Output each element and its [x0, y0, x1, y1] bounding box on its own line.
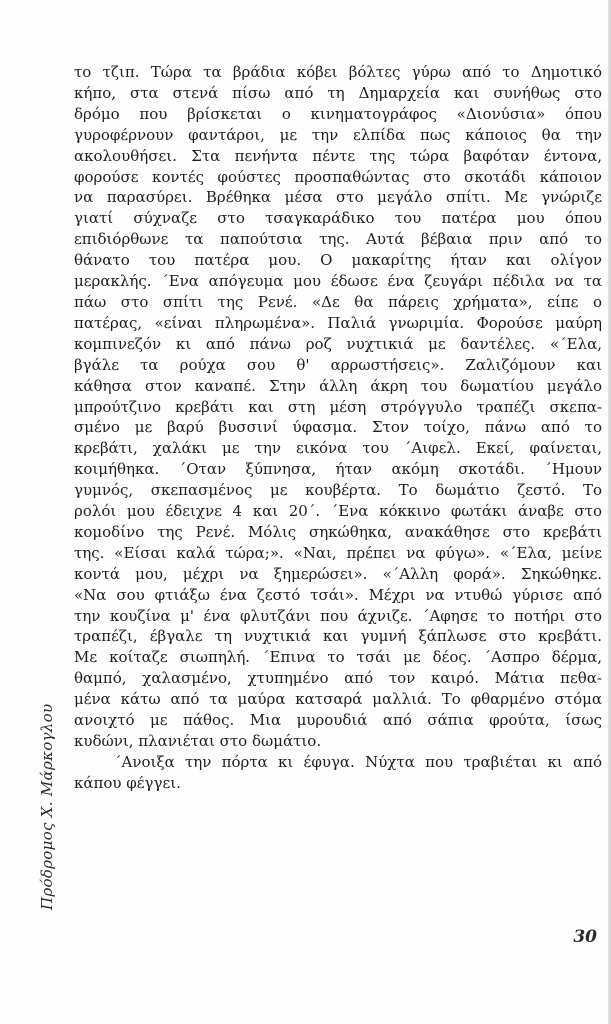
text-line: κάπου φέγγει. — [74, 773, 181, 792]
text-line: δρόμο που βρίσκεται ο κινηματογράφος «Διονύσια» όπου — [74, 104, 602, 123]
text-line: τραπέζι, έβγαλε τη νυχτικιά και γυμνή ξάπλωσε στο κρεβάτι. — [74, 627, 602, 646]
text-line: «Να σου φτιάξω ένα ζεστό τσάι». Μέχρι να ντυθώ γύρισε από — [74, 585, 602, 604]
text-line: φορούσε κοντές φούστες προσπαθώντας στο σκοτάδι κάποιον — [74, 167, 602, 186]
text-line: θαμπό, χαλασμένο, χτυπημένο από τον καιρό. Μάτια πεθα- — [74, 669, 602, 688]
text-line: μπρούτζινο κρεβάτι και στη μέση στρόγγυλο τραπέζι σκεπα- — [74, 397, 602, 416]
text-line: κοιμήθηκα. ΄Οταν ξύπνησα, ήταν ακόμη σκοτάδι. ΄Ημουν — [74, 460, 602, 479]
text-line: γιατί σύχναζε στο τσαγκαράδικο του πατέρα μου όπου — [74, 209, 602, 228]
text-line: ακολουθήσει. Στα πενήντα πέντε της τώρα βαφόταν έντονα, — [74, 146, 602, 165]
text-line: βγάλε τα ρούχα σου θ' αρρωστήσεις». Ζαλιζόμουν και — [74, 355, 602, 374]
text-line: σμένο με βαρύ βυσσινί ύφασμα. Στον τοίχο, πάνω από το — [74, 418, 602, 437]
text-line: κομοδίνο της Ρενέ. Μόλις σηκώθηκα, ανακάθησε στο κρεβάτι — [74, 522, 602, 541]
text-line: κοντά μου, μέχρι να ξημερώσει». «΄Αλλη φορά». Σηκώθηκε. — [74, 564, 602, 583]
text-line: θάνατο του πατέρα μου. Ο μακαρίτης ήταν και ολίγον — [74, 251, 602, 270]
text-line: Με κοίταζε σιωπηλή. ΄Επινα το τσάι με δέος. ΄Ασπρο δέρμα, — [74, 648, 602, 667]
text-line: γυμνός, σκεπασμένος με κουβέρτα. Το δωμάτιο ζεστό. Το — [74, 481, 602, 500]
text-line: μένα κάτω από τα μαύρα κατσαρά μαλλιά. Το φθαρμένο στόμα — [74, 690, 602, 709]
page-number: 30 — [573, 927, 597, 947]
text-line: κυδώνι, πλανιέται στο δωμάτιο. — [74, 732, 322, 750]
text-line: γυροφέρνουν φαντάροι, με την ελπίδα πως κάποιος θα την — [74, 125, 602, 144]
text-line: κρεβάτι, χαλάκι με την εικόνα του ΄Αιφελ. Εκεί, φαίνεται, — [74, 439, 602, 458]
text-line: το τζιπ. Τώρα τα βράδια κόβει βόλτες γύρω από το Δημοτικό — [74, 63, 602, 81]
text-line: ρολόι μου έδειχνε 4 και 20΄. ΄Ενα κόκκινο φωτάκι άναβε στο — [74, 502, 602, 521]
body-text — [74, 62, 602, 794]
text-line: μερακλής. ΄Ενα απόγευμα μου έδωσε ένα ζευγάρι πέδιλα να τα — [74, 272, 602, 291]
text-line: επιδιόρθωνε τα παπούτσια της. Αυτά βέβαια πριν από το — [74, 230, 602, 249]
text-line: πατέρας, «είναι πληρωμένα». Παλιά γνωριμία. Φορούσε μαύρη — [74, 313, 602, 332]
text-line: πάω στο σπίτι της Ρενέ. «Δε θα πάρεις χρήματα», είπε ο — [74, 292, 602, 311]
text-line: ΄Ανοιξα την πόρτα κι έφυγα. Νύχτα που τραβιέται κι από — [114, 752, 602, 771]
text-line: ανοιχτό με πάθος. Μια μυρουδιά από σάπια φρούτα, ίσως — [74, 711, 602, 730]
text-line: της. «Είσαι καλά τώρα;». «Ναι, πρέπει να φύγω». «΄Ελα, μείνε — [74, 543, 602, 562]
text-line: να παρασύρει. Βρέθηκα μέσα στο μεγάλο σπίτι. Με γνώριζε — [74, 188, 602, 207]
paragraph-2 — [74, 752, 602, 794]
text-line: κομπινεζόν κι από πάνω ροζ νυχτικιά με δαντέλες. «΄Ελα, — [74, 334, 602, 353]
text-line: την κουζίνα μ' ένα φλυτζάνι που άχνιζε. ΄Αφησε το ποτήρι στο — [74, 606, 602, 625]
running-header: Πρόδρομος Χ. Μάρκογλου — [38, 703, 56, 910]
paragraph-1 — [74, 62, 602, 752]
text-line: κήπο, στα στενά πίσω από τη Δημαρχεία και συνήθως στο — [74, 83, 602, 102]
text-line: κάθησα στον καναπέ. Στην άλλη άκρη του δωματίου μεγάλο — [74, 376, 602, 395]
